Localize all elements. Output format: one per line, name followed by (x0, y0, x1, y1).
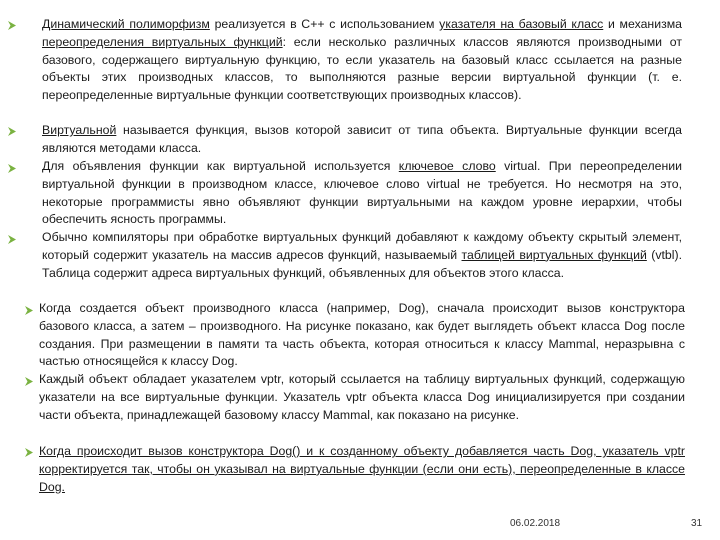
bullet-text: virtual. При переопределении виртуальной функции в производном классе, ключевое слово virtual не требуется. Но несмотря на это, некоторые программисты явно объявляют функции виртуальными на каждом уровне иерархии, чтобы обеспечить ясность программы. (42, 159, 683, 227)
bullet-text: называется функция, вызов которой зависит от типа объекта. Виртуальные функции всегда являются методами класса. (42, 123, 682, 155)
arrow-bullet-icon (7, 20, 17, 31)
arrow-bullet-icon (7, 163, 17, 174)
term-virtual: Виртуальной (42, 123, 117, 137)
term-keyword: ключевое слово (398, 159, 496, 173)
bullet-text: : если несколько различных классов являются производными от базового, содержащего виртуальную функцию, то если указатель на базовый класс ссылается на разные объекты этих производных классов, то выполняются разные версии виртуальной функции (т. е. переопределенные виртуальные функции соответствующих производных классов). (42, 34, 682, 103)
arrow-bullet-icon (7, 234, 17, 245)
bullet-constructor-call (39, 443, 685, 496)
term-base-class-pointer: указателя на базовый класс (439, 17, 604, 31)
bullet-vptr (39, 371, 685, 424)
footer-date: 06.02.2018 (510, 518, 561, 529)
bullet-text-underlined: Когда происходит вызов конструктора Dog() и к созданному объекту добавляется часть Dog, указатель vptr корректируется так, чтобы он указывал на виртуальные функции (если они есть), переопределенные в классе Dog. (39, 444, 685, 494)
bullet-virtual-definition (42, 122, 682, 158)
bullet-object-creation (39, 300, 685, 371)
bullet-text: (vtbl). Таблица содержит адреса виртуальных функций, объявленных для объектов этого класса. (42, 247, 682, 280)
term-vtable: таблицей виртуальных функций (461, 247, 647, 262)
bullet-text: Каждый объект обладает указателем vptr, который ссылается на таблицу виртуальных функций, содержащую указатели на все виртуальные функции. Указатель vptr объекта класса Dog инициализируется при создании части объекта, принадлежащей базовому классу Mammal, как показано на рисунке. (39, 372, 685, 422)
term-dynamic-polymorphism: Динамический полиморфизм (42, 17, 210, 31)
term-virtual-override: переопределения виртуальных функций (42, 34, 283, 49)
bullet-text: Обычно компиляторы при обработке виртуальных функций добавляют к каждому объекту скрытый элемент, который содержит указатель на массив адресов функций, называемый (42, 230, 682, 262)
page-number: 31 (691, 518, 703, 529)
arrow-bullet-icon (24, 376, 34, 387)
arrow-bullet-icon (24, 447, 34, 458)
bullet-text: Когда создается объект производного класса (например, Dog), сначала происходит вызов конструктора базового класса, а затем – производного. На рисунке показано, как будет выглядеть объект класса Dog после создания. При размещении в памяти та часть объекта, которая относиться к классу Mammal, неразрывна с частью относящейся к классу Dog. (39, 301, 685, 369)
bullet-text: и механизма (603, 17, 683, 31)
arrow-bullet-icon (24, 305, 34, 316)
bullet-text: реализуется в С++ с использованием (209, 17, 440, 31)
bullet-virtual-keyword (42, 158, 682, 229)
bullet-dynamic-polymorphism (42, 16, 682, 105)
bullet-text: Для объявления функции как виртуальной используется (42, 159, 399, 173)
arrow-bullet-icon (7, 126, 17, 137)
bullet-vtbl (42, 229, 682, 282)
